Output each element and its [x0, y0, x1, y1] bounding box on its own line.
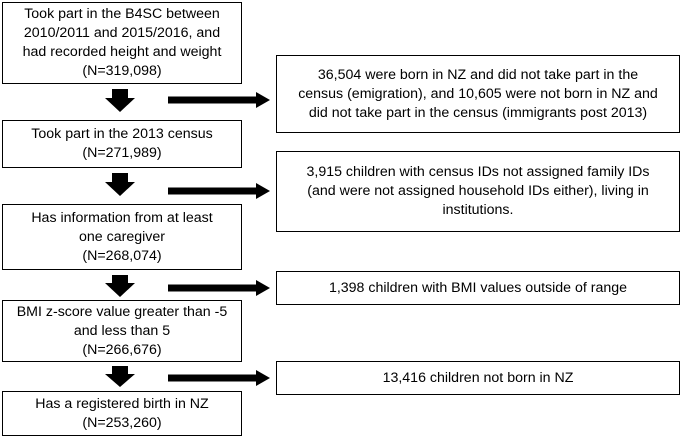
down-arrow-2 [105, 173, 135, 196]
step-4-line-3: (N=266,676) [82, 341, 162, 358]
exclusion-2-line-2: (and were not assigned household IDs either), living in [307, 183, 649, 199]
right-arrow-4 [168, 370, 270, 386]
exclusion-2-line-1: 3,915 children with census IDs not assigned family IDs [306, 164, 650, 180]
right-arrow-2 [168, 183, 270, 199]
step-1-line-2: 2010/2011 and 2015/2016, and [23, 25, 221, 41]
right-arrow-1 [168, 92, 270, 108]
step-1-line-1: Took part in the B4SC between [24, 6, 220, 22]
step-4-line-1: BMI z-score value greater than -5 [16, 303, 228, 320]
exclusion-2-line-3: institutions. [442, 202, 514, 218]
step-3-line-1: Has information from at least [31, 209, 213, 226]
step-1-line-4: (N=319,098) [82, 63, 162, 79]
right-arrow-3 [168, 280, 270, 296]
exclusion-1-line-1: 36,504 were born in NZ and did not take part in the [317, 66, 639, 83]
exclusion-4-line-1: 13,416 children not born in NZ [382, 369, 574, 386]
step-1-line-3: had recorded height and weight [22, 44, 222, 60]
step-2-line-2: (N=271,989) [82, 145, 162, 161]
step-5-line-1: Has a registered birth in NZ [35, 395, 209, 412]
step-4-line-2: and less than 5 [73, 322, 171, 339]
down-arrow-3 [105, 275, 135, 297]
down-arrow-1 [105, 89, 135, 112]
exclusion-1-line-2: census (emigration), and 10,605 were not born in NZ and [298, 85, 658, 102]
exclusion-1-line-3: did not take part in the census (immigrants post 2013) [308, 104, 648, 121]
down-arrow-4 [105, 366, 135, 387]
exclusion-3-line-1: 1,398 children with BMI values outside of range [328, 279, 628, 296]
step-5-line-2: (N=253,260) [82, 414, 162, 431]
step-3-line-2: one caregiver [79, 228, 165, 245]
step-2-line-1: Took part in the 2013 census [31, 126, 213, 142]
step-3-line-3: (N=268,074) [82, 247, 162, 264]
